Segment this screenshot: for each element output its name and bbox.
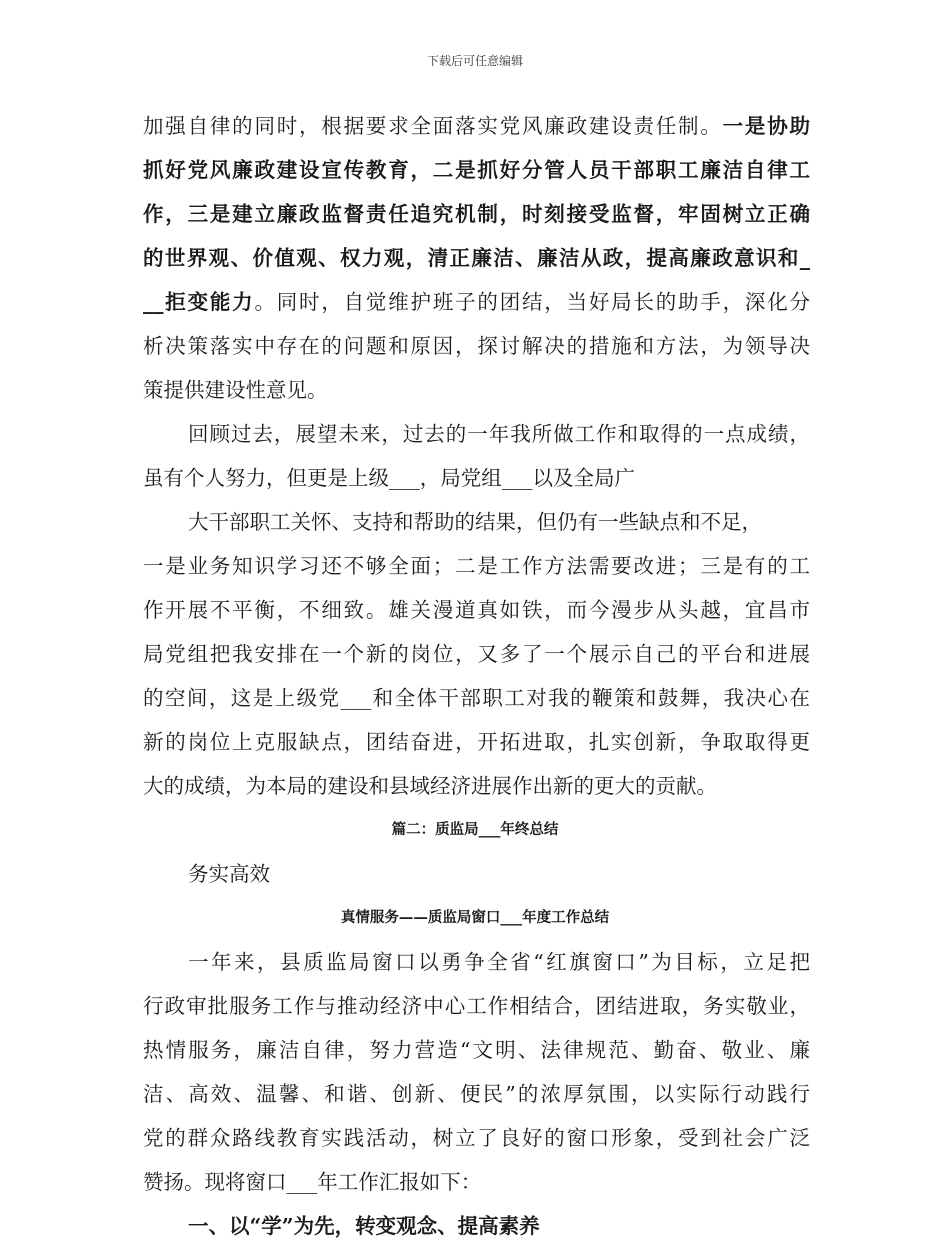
paragraph-line: 虽有个人努力，但更是上级___，局党组___以及全局广 <box>143 466 635 490</box>
paragraph-line: 新的岗位上克服缺点，团结奋进，开拓进取，扎实创新，争取取得更 <box>143 730 810 754</box>
page-header: 下载后可任意编辑 <box>426 54 523 68</box>
paragraph-line: 回顾过去，展望未来，过去的一年我所做工作和取得的一点成绩， <box>188 422 810 446</box>
bold-text-run: __拒变能力 <box>143 290 255 314</box>
paragraph-line: 局党组把我安排在一个新的岗位，又多了一个展示自己的平台和进展 <box>143 642 810 666</box>
report-title: 真情服务——质监局窗口___年度工作总结 <box>340 909 610 926</box>
paragraph-line: 作开展不平衡，不细致。雄关漫道真如铁，而今漫步从头越，宜昌市 <box>143 598 810 622</box>
text-run: 加强自律的同时，根据要求全面落实党风廉政建设责任制。 <box>143 114 723 138</box>
paragraph-line: 一年来，县质监局窗口以勇争全省“红旗窗口”为目标，立足把 <box>188 950 810 974</box>
paragraph-line: 洁、高效、温馨、和谐、创新、便民”的浓厚氛围，以实际行动践行 <box>143 1082 810 1106</box>
section-heading: 一、以“学”为先，转变观念、提高素养 <box>188 1214 540 1238</box>
paragraph-line: 析决策落实中存在的问题和原因，探讨解决的措施和方法，为领导决 <box>143 334 810 358</box>
text-run: 。同时，自觉维护班子的团结，当好局长的助手，深化分 <box>254 290 811 314</box>
paragraph-line: 热情服务，廉洁自律，努力营造“文明、法律规范、勤奋、敬业、廉 <box>143 1038 810 1062</box>
paragraph-line: 策提供建设性意见。 <box>143 378 328 402</box>
paragraph-line: 赞扬。现将窗口___年工作汇报如下： <box>143 1170 482 1194</box>
paragraph-line: 务实高效 <box>188 862 270 886</box>
paragraph-line <box>143 108 810 144</box>
paragraph-line: 的世界观、价值观、权力观，清正廉洁、廉洁从政，提高廉政意识和_ <box>143 246 810 270</box>
paragraph-line: 作，三是建立廉政监督责任追究机制，时刻接受监督，牢固树立正确 <box>143 202 810 226</box>
paragraph-line: 一是业务知识学习还不够全面；二是工作方法需要改进；三是有的工 <box>143 554 810 578</box>
paragraph-line: 党的群众路线教育实践活动，树立了良好的窗口形象，受到社会广泛 <box>143 1126 810 1150</box>
paragraph-line: 大的成绩，为本局的建设和县域经济进展作出新的更大的贡献。 <box>143 774 717 798</box>
paragraph-line: 抓好党风廉政建设宣传教育，二是抓好分管人员干部职工廉洁自律工 <box>143 158 810 182</box>
paragraph-line: 行政审批服务工作与推动经济中心工作相结合，团结进取，务实敬业， <box>143 994 810 1018</box>
section-title: 篇二：质监局___年终总结 <box>391 821 559 838</box>
paragraph-line: 的空间，这是上级党___和全体干部职工对我的鞭策和鼓舞，我决心在 <box>143 686 810 710</box>
paragraph-line <box>143 284 810 320</box>
paragraph-line: 大干部职工关怀、支持和帮助的结果，但仍有一些缺点和不足， <box>188 510 762 534</box>
bold-text-run: 一是协助 <box>722 114 811 138</box>
